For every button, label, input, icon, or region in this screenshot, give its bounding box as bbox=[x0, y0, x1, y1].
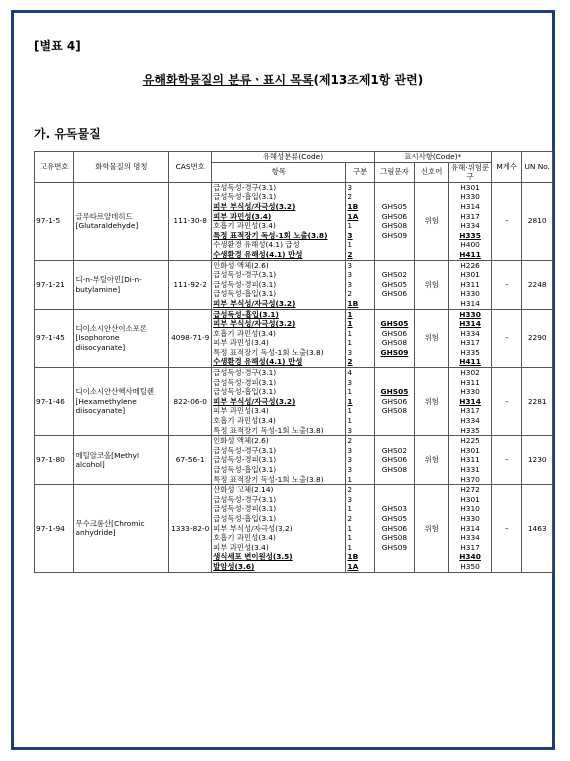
header-m-factor: M계수 bbox=[491, 152, 521, 183]
pictogram-code: GHS08 bbox=[381, 221, 408, 231]
pictogram-code: GHS03 bbox=[381, 504, 408, 514]
hazard-category: 3 bbox=[347, 230, 353, 240]
hazard-category: 3 bbox=[347, 377, 353, 387]
hazard-category: 3 bbox=[347, 270, 353, 280]
header-pictogram: 그림문자 bbox=[374, 162, 415, 182]
hazard-item: 피부 부식성/자극성(3.2) bbox=[213, 201, 296, 211]
cell-categories bbox=[346, 368, 374, 436]
hazard-category: 3 bbox=[347, 279, 353, 289]
cell-m-factor: – bbox=[491, 309, 521, 368]
hazard-statement: H311 bbox=[460, 455, 480, 465]
cell-statements bbox=[449, 436, 492, 485]
cell-signal: 위험 bbox=[415, 309, 449, 368]
hazard-category: 3 bbox=[347, 425, 353, 435]
hazard-item: 특정 표적장기 독성-1회 노출(3.8) bbox=[213, 425, 324, 435]
cell-id: 97-1-45 bbox=[35, 309, 74, 368]
hazard-item: 특정 표적장기 독성-1회 노출(3.8) bbox=[213, 230, 328, 240]
pictogram-code: GHS06 bbox=[381, 211, 408, 221]
hazard-category: 2 bbox=[347, 192, 353, 202]
document-title bbox=[14, 71, 552, 88]
hazard-statement: H330 bbox=[460, 192, 480, 202]
hazard-statement: H340 bbox=[459, 552, 481, 562]
hazard-item: 발암성(3.6) bbox=[213, 561, 255, 571]
hazard-statement: H331 bbox=[460, 465, 480, 474]
cell-pictograms bbox=[374, 309, 415, 368]
hazard-category: 1 bbox=[347, 542, 353, 552]
cell-signal: 위험 bbox=[415, 260, 449, 309]
table-row bbox=[35, 309, 553, 368]
pictogram-code: GHS06 bbox=[381, 523, 408, 533]
document-frame bbox=[11, 10, 555, 750]
hazard-category: 3 bbox=[347, 455, 353, 465]
hazard-item: 급성독성-경구(3.1) bbox=[213, 182, 277, 192]
cell-items bbox=[212, 182, 346, 260]
pictogram-code: GHS05 bbox=[381, 513, 408, 523]
cell-id: 97-1-21 bbox=[35, 260, 74, 309]
hazard-item: 급성독성-흡입(3.1) bbox=[213, 192, 277, 202]
hazard-item: 피부 과민성(3.4) bbox=[213, 338, 269, 348]
hazard-statement: H314 bbox=[459, 319, 481, 329]
cell-statements bbox=[449, 309, 492, 368]
hazard-item: 급성독성-경피(3.1) bbox=[213, 455, 277, 465]
cell-m-factor: – bbox=[491, 485, 521, 572]
hazard-category: 1 bbox=[347, 396, 353, 406]
hazard-statement: H334 bbox=[460, 416, 480, 426]
hazard-category: 1 bbox=[347, 504, 353, 514]
hazard-item: 생식세포 변이원성(3.5) bbox=[213, 552, 293, 562]
hazard-item: 급성독성-경피(3.1) bbox=[213, 279, 277, 289]
hazard-category: 1 bbox=[347, 523, 353, 533]
hazard-statement: H301 bbox=[460, 182, 480, 192]
cell-signal: 위험 bbox=[415, 436, 449, 485]
header-id: 고유번호 bbox=[35, 152, 74, 183]
header-item: 항목 bbox=[212, 162, 346, 182]
cell-pictograms bbox=[374, 485, 415, 572]
cell-m-factor: – bbox=[491, 368, 521, 436]
cell-statements bbox=[449, 485, 492, 572]
hazard-statement: H225 bbox=[460, 436, 480, 446]
cell-name: 메틸알코올[Methyl alcohol] bbox=[74, 436, 169, 485]
cell-name: 디-n-부틸아민[Di-n-butylamine] bbox=[74, 260, 169, 309]
cell-id: 97-1-5 bbox=[35, 182, 74, 260]
hazard-item: 급성독성-흡입(3.1) bbox=[213, 289, 277, 299]
cell-items bbox=[212, 368, 346, 436]
pictogram-code: GHS08 bbox=[381, 338, 408, 348]
hazard-statement: H335 bbox=[460, 347, 480, 357]
hazard-category: 3 bbox=[347, 445, 353, 455]
cell-pictograms bbox=[374, 368, 415, 436]
hazard-statement: H311 bbox=[460, 377, 480, 387]
cell-categories bbox=[346, 485, 374, 572]
hazard-statement: H226 bbox=[460, 260, 480, 270]
cell-un: 2290 bbox=[522, 309, 553, 368]
pictogram-code: GHS05 bbox=[381, 279, 408, 289]
hazard-item: 호흡기 과민성(3.4) bbox=[213, 328, 276, 338]
cell-pictograms bbox=[374, 436, 415, 485]
hazard-category: 3 bbox=[347, 494, 353, 504]
hazard-item: 인화성 액체(2.6) bbox=[213, 260, 269, 270]
hazard-item: 급성독성-경구(3.1) bbox=[213, 494, 277, 504]
cell-statements bbox=[449, 182, 492, 260]
pictogram-code: GHS05 bbox=[380, 387, 409, 397]
header-category: 구분 bbox=[346, 162, 374, 182]
hazard-category: 2 bbox=[347, 357, 353, 367]
cell-categories bbox=[346, 182, 374, 260]
table-row bbox=[35, 260, 553, 309]
hazard-category: 1 bbox=[347, 416, 353, 426]
header-hazard-group: 유해성분류(Code) bbox=[212, 152, 375, 163]
hazard-category: 1 bbox=[347, 474, 353, 484]
cell-signal: 위험 bbox=[415, 368, 449, 436]
cell-un: 1463 bbox=[522, 485, 553, 572]
header-un: UN No. bbox=[522, 152, 553, 183]
hazard-item: 급성독성-경피(3.1) bbox=[213, 377, 277, 387]
hazard-statement: H272 bbox=[460, 485, 480, 495]
hazard-item: 수생환경 유해성(4.1) 만성 bbox=[213, 357, 303, 367]
hazard-item: 특정 표적장기 독성-1회 노출(3.8) bbox=[213, 474, 324, 484]
cell-cas: 111-92-2 bbox=[169, 260, 212, 309]
pictogram-code: GHS09 bbox=[381, 230, 408, 240]
header-statement: 유해·위험문구 bbox=[449, 162, 492, 182]
hazard-item: 산화성 고체(2.14) bbox=[213, 485, 274, 495]
pictogram-code: GHS06 bbox=[381, 396, 408, 406]
hazard-category: 1 bbox=[347, 533, 353, 543]
hazard-category: 4 bbox=[347, 368, 353, 378]
cell-signal: 위험 bbox=[415, 485, 449, 572]
hazard-statement: H330 bbox=[460, 387, 480, 397]
cell-un: 1230 bbox=[522, 436, 553, 485]
hazard-statement: H334 bbox=[460, 533, 480, 543]
cell-id: 97-1-80 bbox=[35, 436, 74, 485]
hazard-statement: H330 bbox=[460, 513, 480, 523]
hazard-item: 호흡기 과민성(3.4) bbox=[213, 221, 276, 231]
hazard-statement: H350 bbox=[460, 561, 480, 571]
table-row bbox=[35, 436, 553, 485]
table-body bbox=[35, 182, 553, 572]
header-name: 화학물질의 명칭 bbox=[74, 152, 169, 183]
cell-id: 97-1-94 bbox=[35, 485, 74, 572]
hazard-statement: H411 bbox=[459, 357, 481, 367]
hazard-statement: H335 bbox=[459, 230, 481, 240]
hazard-statement: H317 bbox=[460, 338, 480, 348]
header-row-1 bbox=[35, 152, 553, 163]
pictogram-code: GHS09 bbox=[380, 347, 409, 357]
table-row bbox=[35, 485, 553, 572]
cell-categories bbox=[346, 260, 374, 309]
cell-name: 디이소시안산헥사메틸렌[Hexamethylene diisocyanate] bbox=[74, 368, 169, 436]
hazard-category: 1 bbox=[347, 338, 353, 348]
cell-id: 97-1-46 bbox=[35, 368, 74, 436]
cell-pictograms bbox=[374, 182, 415, 260]
pictogram-code: GHS02 bbox=[381, 445, 408, 455]
hazard-statement: H330 bbox=[460, 289, 480, 299]
cell-name: 글루타르알데히드[Glutaraldehyde] bbox=[74, 182, 169, 260]
cell-m-factor: – bbox=[491, 436, 521, 485]
cell-name: 무수크롬산[Chromic anhydride] bbox=[74, 485, 169, 572]
hazard-statement: H301 bbox=[460, 494, 480, 504]
hazard-item: 인화성 액체(2.6) bbox=[213, 436, 269, 446]
cell-name: 디이소시안산이소포론[Isophorone diisocyanate] bbox=[74, 309, 169, 368]
hazard-statement: H301 bbox=[460, 270, 480, 280]
header-signal: 신호어 bbox=[415, 162, 449, 182]
hazard-category: 1 bbox=[347, 221, 353, 231]
hazard-item: 호흡기 과민성(3.4) bbox=[213, 533, 276, 543]
document-title-main: 유해화학물질의 분류ㆍ표시 목록 bbox=[142, 73, 314, 87]
hazard-category: 3 bbox=[347, 260, 353, 270]
hazard-category: 3 bbox=[347, 347, 353, 357]
hazard-statement: H400 bbox=[460, 240, 480, 250]
hazard-statement: H301 bbox=[460, 445, 480, 455]
pictogram-code: GHS06 bbox=[381, 289, 408, 299]
cell-cas: 111-30-8 bbox=[169, 182, 212, 260]
cell-pictograms bbox=[374, 260, 415, 309]
hazard-category: 2 bbox=[347, 249, 353, 259]
cell-cas: 4098-71-9 bbox=[169, 309, 212, 368]
table-row bbox=[35, 368, 553, 436]
hazard-item: 피부 부식성/자극성(3.2) bbox=[213, 298, 296, 308]
cell-cas: 67-56-1 bbox=[169, 436, 212, 485]
hazard-item: 급성독성-흡입(3.1) bbox=[213, 309, 279, 319]
hazard-item: 수생환경 유해성(4.1) 급성 bbox=[213, 240, 300, 250]
hazard-item: 특정 표적장기 독성-1회 노출(3.8) bbox=[213, 347, 324, 357]
classification-table-wrapper bbox=[34, 151, 553, 573]
header-cas: CAS번호 bbox=[169, 152, 212, 183]
hazard-item: 급성독성-경피(3.1) bbox=[213, 504, 277, 514]
hazard-item: 수생환경 유해성(4.1) 만성 bbox=[213, 249, 303, 259]
hazard-item: 피부 부식성/자극성(3.2) bbox=[213, 396, 296, 406]
cell-categories bbox=[346, 309, 374, 368]
hazard-item: 피부 과민성(3.4) bbox=[213, 211, 272, 221]
hazard-statement: H314 bbox=[460, 523, 480, 533]
hazard-category: 2 bbox=[347, 485, 353, 495]
header-label-group: 표시사항(Code)* bbox=[374, 152, 491, 163]
hazard-item: 급성독성-흡입(3.1) bbox=[213, 387, 277, 397]
hazard-category: 3 bbox=[347, 182, 353, 192]
hazard-statement: H411 bbox=[459, 249, 481, 259]
hazard-category: 1A bbox=[347, 211, 359, 221]
pictogram-code: GHS05 bbox=[380, 319, 409, 329]
hazard-category: 1B bbox=[347, 201, 359, 211]
hazard-item: 급성독성-흡입(3.1) bbox=[213, 465, 277, 474]
hazard-item: 피부 과민성(3.4) bbox=[213, 406, 269, 416]
hazard-item: 급성독성-경구(3.1) bbox=[213, 445, 277, 455]
cell-un: 2810 bbox=[522, 182, 553, 260]
cell-items bbox=[212, 485, 346, 572]
hazard-category: 3 bbox=[347, 465, 353, 474]
cell-un: 2281 bbox=[522, 368, 553, 436]
pictogram-code: GHS05 bbox=[381, 201, 408, 211]
pictogram-code: GHS06 bbox=[381, 455, 408, 465]
document-title-suffix: (제13조제1항 관련) bbox=[313, 73, 424, 87]
cell-cas: 1333-82-0 bbox=[169, 485, 212, 572]
cell-items bbox=[212, 436, 346, 485]
hazard-item: 피부 과민성(3.4) bbox=[213, 542, 269, 552]
hazard-statement: H317 bbox=[460, 542, 480, 552]
hazard-category: 1 bbox=[347, 328, 353, 338]
hazard-item: 피부 부식성/자극성(3.2) bbox=[213, 319, 296, 329]
hazard-category: 1 bbox=[347, 387, 353, 397]
pictogram-code: GHS09 bbox=[381, 542, 408, 552]
pictogram-code: GHS06 bbox=[381, 328, 408, 338]
hazard-item: 호흡기 과민성(3.4) bbox=[213, 416, 276, 426]
cell-categories bbox=[346, 436, 374, 485]
cell-m-factor: – bbox=[491, 260, 521, 309]
hazard-statement: H310 bbox=[460, 504, 480, 514]
hazard-category: 2 bbox=[347, 289, 353, 299]
hazard-category: 1 bbox=[347, 309, 353, 319]
hazard-statement: H317 bbox=[460, 211, 480, 221]
hazard-category: 1B bbox=[347, 552, 359, 562]
section-heading: 가. 유독물질 bbox=[34, 127, 101, 141]
hazard-statement: H334 bbox=[460, 221, 480, 231]
classification-table bbox=[34, 151, 553, 573]
annex-label: [별표 4] bbox=[34, 39, 81, 53]
hazard-category: 2 bbox=[347, 513, 353, 523]
cell-cas: 822-06-0 bbox=[169, 368, 212, 436]
hazard-statement: H314 bbox=[460, 298, 480, 308]
hazard-category: 1A bbox=[347, 561, 359, 571]
pictogram-code: GHS08 bbox=[381, 533, 408, 543]
hazard-category: 1 bbox=[347, 319, 353, 329]
hazard-item: 피부 부식성/자극성(3.2) bbox=[213, 523, 293, 533]
hazard-statement: H317 bbox=[460, 406, 480, 416]
cell-statements bbox=[449, 260, 492, 309]
hazard-item: 급성독성-경구(3.1) bbox=[213, 270, 277, 280]
hazard-statement: H302 bbox=[460, 368, 480, 378]
cell-signal: 위험 bbox=[415, 182, 449, 260]
hazard-statement: H311 bbox=[460, 279, 480, 289]
hazard-item: 급성독성-흡입(3.1) bbox=[213, 513, 277, 523]
hazard-statement: H370 bbox=[460, 474, 480, 484]
hazard-statement: H314 bbox=[459, 396, 481, 406]
cell-statements bbox=[449, 368, 492, 436]
pictogram-code: GHS08 bbox=[381, 465, 408, 474]
hazard-category: 1 bbox=[347, 406, 353, 416]
cell-m-factor: – bbox=[491, 182, 521, 260]
hazard-statement: H330 bbox=[459, 309, 481, 319]
pictogram-code: GHS02 bbox=[381, 270, 408, 280]
hazard-statement: H314 bbox=[460, 201, 480, 211]
hazard-category: 2 bbox=[347, 436, 353, 446]
hazard-statement: H334 bbox=[460, 328, 480, 338]
hazard-category: 1B bbox=[347, 298, 359, 308]
hazard-category: 1 bbox=[347, 240, 353, 250]
pictogram-code: GHS08 bbox=[381, 406, 408, 416]
cell-items bbox=[212, 260, 346, 309]
hazard-statement: H335 bbox=[460, 425, 480, 435]
hazard-item: 급성독성-경구(3.1) bbox=[213, 368, 277, 378]
table-row bbox=[35, 182, 553, 260]
cell-un: 2248 bbox=[522, 260, 553, 309]
cell-items bbox=[212, 309, 346, 368]
